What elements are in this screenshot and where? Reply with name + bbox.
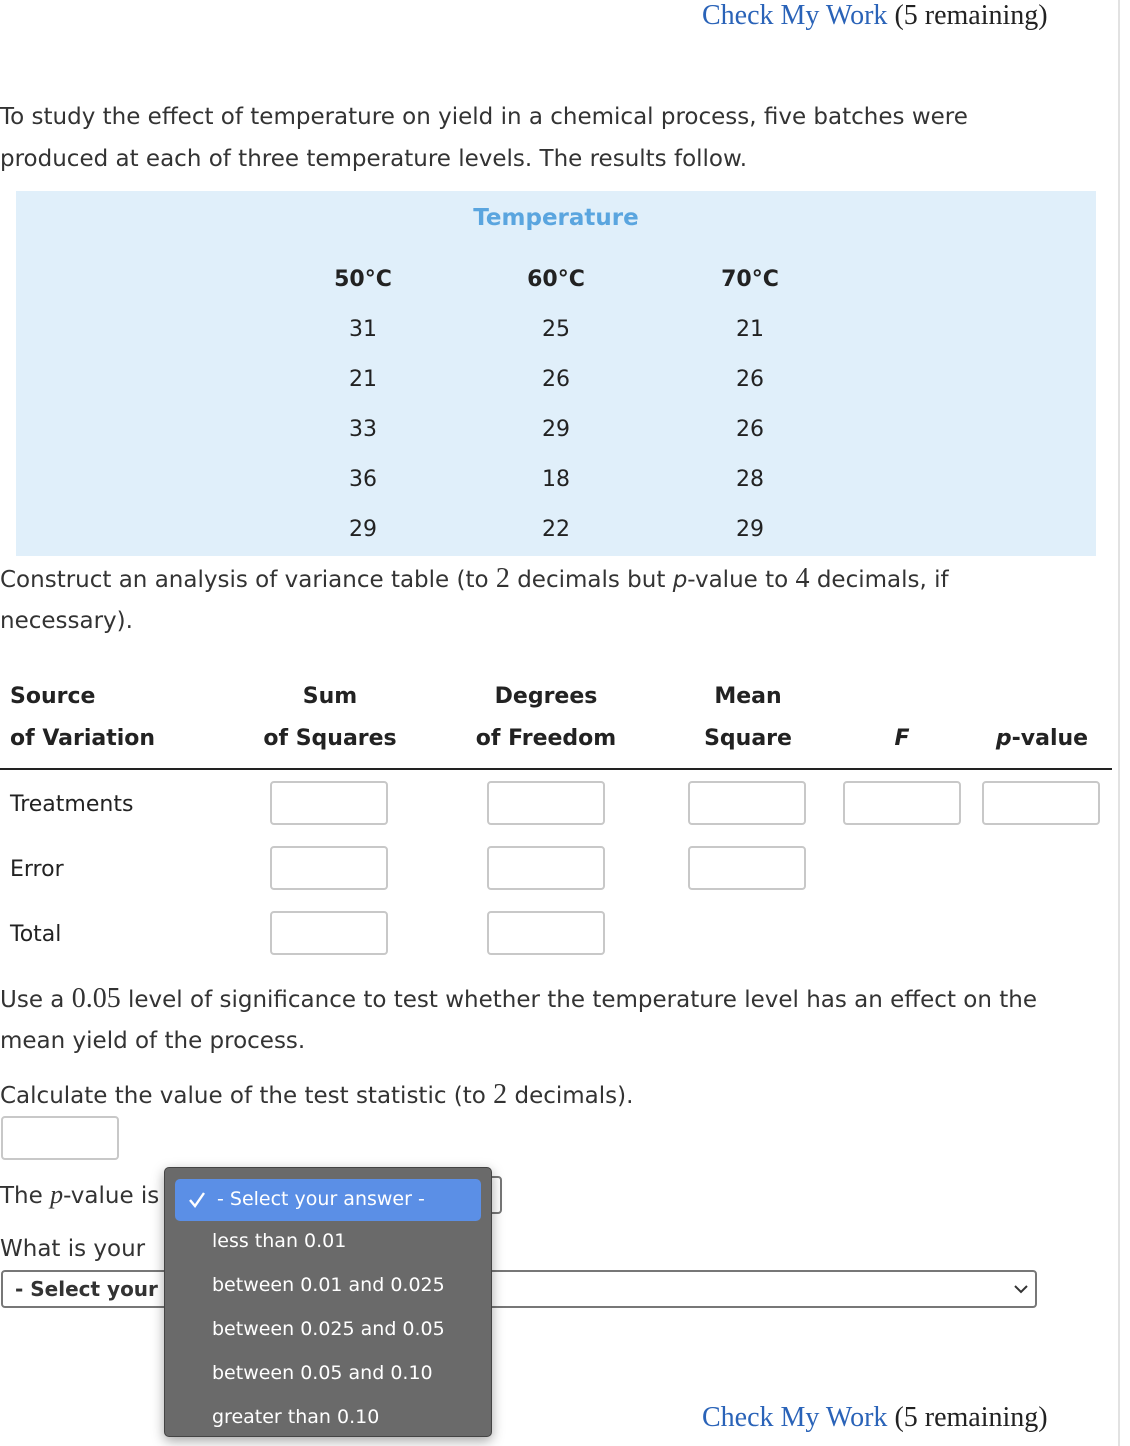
treatments-df-input[interactable] — [487, 781, 605, 825]
significance-text: level of significance to test whether the temperature level has an effect on the — [120, 987, 1037, 1013]
test-statistic-input[interactable] — [1, 1116, 119, 1160]
table-cell: 26 — [736, 417, 764, 442]
significance-line-2: mean yield of the process. — [0, 1028, 306, 1054]
intro-line-2: produced at each of three temperature levels. The results follow. — [0, 146, 748, 172]
table-cell: 33 — [349, 417, 377, 442]
instructions-text: -value to — [687, 567, 796, 593]
instructions-text: decimals but — [509, 567, 673, 593]
header-ms-line2: Square — [704, 726, 792, 751]
instructions-line-1 — [0, 558, 949, 601]
header-ss-line1: Sum — [302, 684, 358, 709]
p-value-question — [0, 1174, 159, 1217]
column-header-50: 50°C — [334, 267, 392, 292]
column-header-60: 60°C — [527, 267, 585, 292]
conclusion-question: What is your — [0, 1236, 146, 1262]
checkmark-icon — [187, 1190, 207, 1210]
test-stat-text: decimals). — [507, 1083, 634, 1109]
check-my-work-remaining-top: (5 remaining) — [894, 0, 1048, 31]
header-p-rest: -value — [1011, 726, 1089, 751]
dropdown-option[interactable]: greater than 0.10 — [212, 1406, 380, 1428]
conclusion-select[interactable] — [1, 1270, 1037, 1308]
table-cell: 25 — [542, 317, 570, 342]
test-stat-number: 2 — [493, 1079, 508, 1110]
header-sum-of-squares — [250, 676, 410, 760]
row-label-total: Total — [10, 922, 62, 947]
header-source-line2: of Variation — [10, 726, 156, 751]
instructions-line-2: necessary). — [0, 608, 133, 634]
header-source — [10, 676, 155, 760]
anova-header-rule — [0, 768, 1112, 770]
table-cell: 18 — [542, 467, 570, 492]
table-cell: 29 — [349, 517, 377, 542]
header-p-variable: p — [995, 726, 1012, 751]
row-label-error: Error — [10, 857, 64, 882]
p-value-dropdown-menu[interactable] — [164, 1167, 492, 1437]
instructions-number: 2 — [495, 563, 510, 594]
header-p-value — [982, 718, 1102, 760]
instructions-p-variable: p — [672, 567, 688, 593]
check-my-work-remaining-bottom: (5 remaining) — [894, 1402, 1048, 1433]
significance-line-1 — [0, 978, 1037, 1021]
check-my-work-top — [702, 0, 1048, 32]
test-statistic-prompt — [0, 1074, 633, 1117]
table-cell: 26 — [542, 367, 570, 392]
table-cell: 29 — [542, 417, 570, 442]
header-source-line1: Source — [10, 684, 96, 709]
error-df-input[interactable] — [487, 846, 605, 890]
header-df-line1: Degrees — [494, 684, 598, 709]
data-table-title: Temperature — [473, 205, 639, 231]
test-stat-text: Calculate the value of the test statistic (to — [0, 1083, 494, 1109]
treatments-p-value-input[interactable] — [982, 781, 1100, 825]
check-my-work-link-top[interactable]: Check My Work — [702, 0, 888, 31]
table-cell: 26 — [736, 367, 764, 392]
header-ss-line2: of Squares — [263, 726, 397, 751]
dropdown-option[interactable]: less than 0.01 — [212, 1230, 347, 1252]
treatments-ss-input[interactable] — [270, 781, 388, 825]
dropdown-selected-label: - Select your answer - — [217, 1188, 425, 1210]
dropdown-option[interactable]: between 0.01 and 0.025 — [212, 1274, 445, 1296]
header-mean-square — [668, 676, 828, 760]
significance-text: Use a — [0, 987, 72, 1013]
header-df-line2: of Freedom — [475, 726, 617, 751]
table-cell: 22 — [542, 517, 570, 542]
instructions-number: 4 — [795, 563, 810, 594]
table-cell: 28 — [736, 467, 764, 492]
instructions-text: decimals, if — [809, 567, 949, 593]
table-cell: 21 — [736, 317, 764, 342]
check-my-work-bottom — [702, 1402, 1048, 1434]
conclusion-select-value: - Select your — [15, 1277, 158, 1301]
data-table-panel — [16, 191, 1096, 556]
table-cell: 29 — [736, 517, 764, 542]
dropdown-option-selected[interactable] — [175, 1179, 481, 1221]
total-df-input[interactable] — [487, 911, 605, 955]
chevron-down-icon — [1013, 1283, 1029, 1295]
p-question-text: The — [0, 1183, 51, 1209]
significance-alpha: 0.05 — [71, 983, 121, 1014]
page-right-edge — [1118, 0, 1120, 1446]
error-ms-input[interactable] — [688, 846, 806, 890]
dropdown-option[interactable]: between 0.025 and 0.05 — [212, 1318, 445, 1340]
table-cell: 36 — [349, 467, 377, 492]
row-label-treatments: Treatments — [10, 792, 134, 817]
total-ss-input[interactable] — [270, 911, 388, 955]
check-my-work-link-bottom[interactable]: Check My Work — [702, 1402, 888, 1433]
p-question-variable: p — [50, 1180, 64, 1209]
treatments-f-input[interactable] — [843, 781, 961, 825]
treatments-ms-input[interactable] — [688, 781, 806, 825]
column-header-70: 70°C — [721, 267, 779, 292]
instructions-text: Construct an analysis of variance table (to — [0, 567, 496, 593]
intro-line-1: To study the effect of temperature on yield in a chemical process, five batches were — [0, 104, 968, 130]
error-ss-input[interactable] — [270, 846, 388, 890]
table-cell: 21 — [349, 367, 377, 392]
header-degrees-of-freedom — [456, 676, 636, 760]
p-question-text: -value is — [63, 1183, 160, 1209]
table-cell: 31 — [349, 317, 377, 342]
dropdown-option[interactable]: between 0.05 and 0.10 — [212, 1362, 433, 1384]
header-ms-line1: Mean — [714, 684, 782, 709]
header-f: F — [894, 726, 910, 751]
